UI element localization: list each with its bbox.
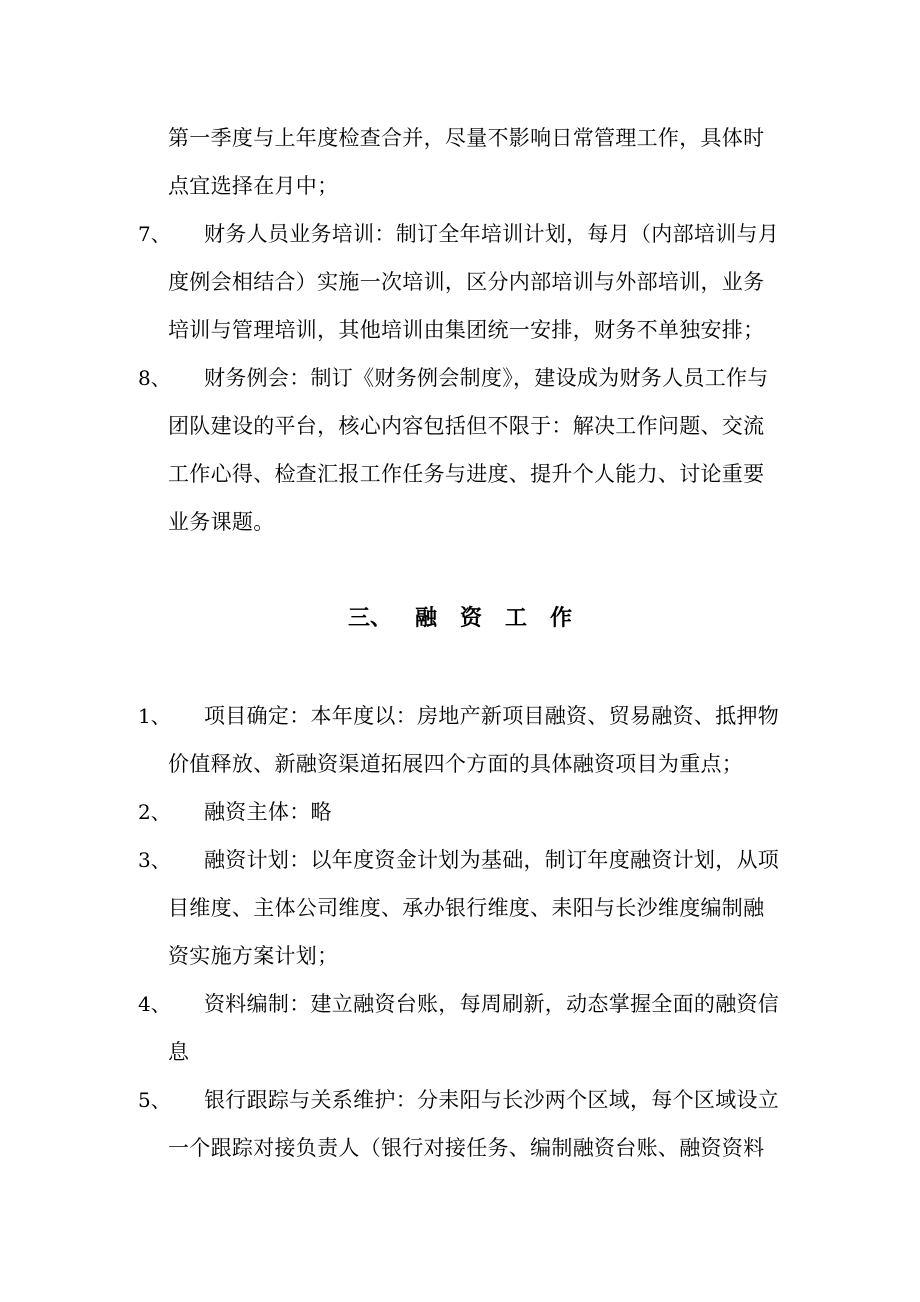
paragraph-line: 融资计划：以年度资金计划为基础，制订年度融资计划，从项	[204, 848, 780, 872]
paragraph-line: 息	[168, 1040, 190, 1064]
paragraph-line: 一个跟踪对接负责人（银行对接任务、编制融资台账、融资资料	[168, 1136, 765, 1160]
item-number: 5、	[138, 1088, 171, 1112]
item-number: 2、	[138, 800, 171, 824]
item-number: 4、	[138, 992, 171, 1016]
paragraph-line: 度例会相结合）实施一次培训，区分内部培训与外部培训，业务	[168, 270, 765, 294]
item-number: 7、	[138, 222, 171, 246]
item-number: 1、	[138, 704, 171, 728]
paragraph-line: 财务人员业务培训：制订全年培训计划，每月（内部培训与月	[204, 222, 780, 246]
paragraph-line: 融资主体：略	[204, 800, 332, 824]
paragraph-line: 价值释放、新融资渠道拓展四个方面的具体融资项目为重点；	[168, 752, 744, 776]
item-number: 8、	[138, 366, 171, 390]
paragraph-line: 点宜选择在月中；	[168, 174, 339, 198]
paragraph-line: 项目确定：本年度以：房地产新项目融资、贸易融资、抵押物	[204, 704, 780, 728]
paragraph-line: 财务例会：制订《财务例会制度》，建设成为财务人员工作与	[204, 366, 769, 390]
item-number: 3、	[138, 848, 171, 872]
paragraph-line: 银行跟踪与关系维护：分耒阳与长沙两个区域，每个区域设立	[204, 1088, 780, 1112]
paragraph-line: 培训与管理培训，其他培训由集团统一安排，财务不单独安排；	[168, 318, 765, 342]
paragraph-line: 第一季度与上年度检查合并，尽量不影响日常管理工作，具体时	[168, 126, 765, 150]
paragraph-line: 目维度、主体公司维度、承办银行维度、耒阳与长沙维度编制融	[168, 896, 765, 920]
paragraph-line: 业务课题。	[168, 510, 275, 534]
paragraph-line: 资实施方案计划；	[168, 944, 339, 968]
section-heading: 三、 融 资 工 作	[348, 606, 572, 631]
paragraph-line: 工作心得、检查汇报工作任务与进度、提升个人能力、讨论重要	[168, 462, 765, 486]
paragraph-line: 资料编制：建立融资台账，每周刷新，动态掌握全面的融资信	[204, 992, 780, 1016]
paragraph-line: 团队建设的平台，核心内容包括但不限于：解决工作问题、交流	[168, 414, 765, 438]
